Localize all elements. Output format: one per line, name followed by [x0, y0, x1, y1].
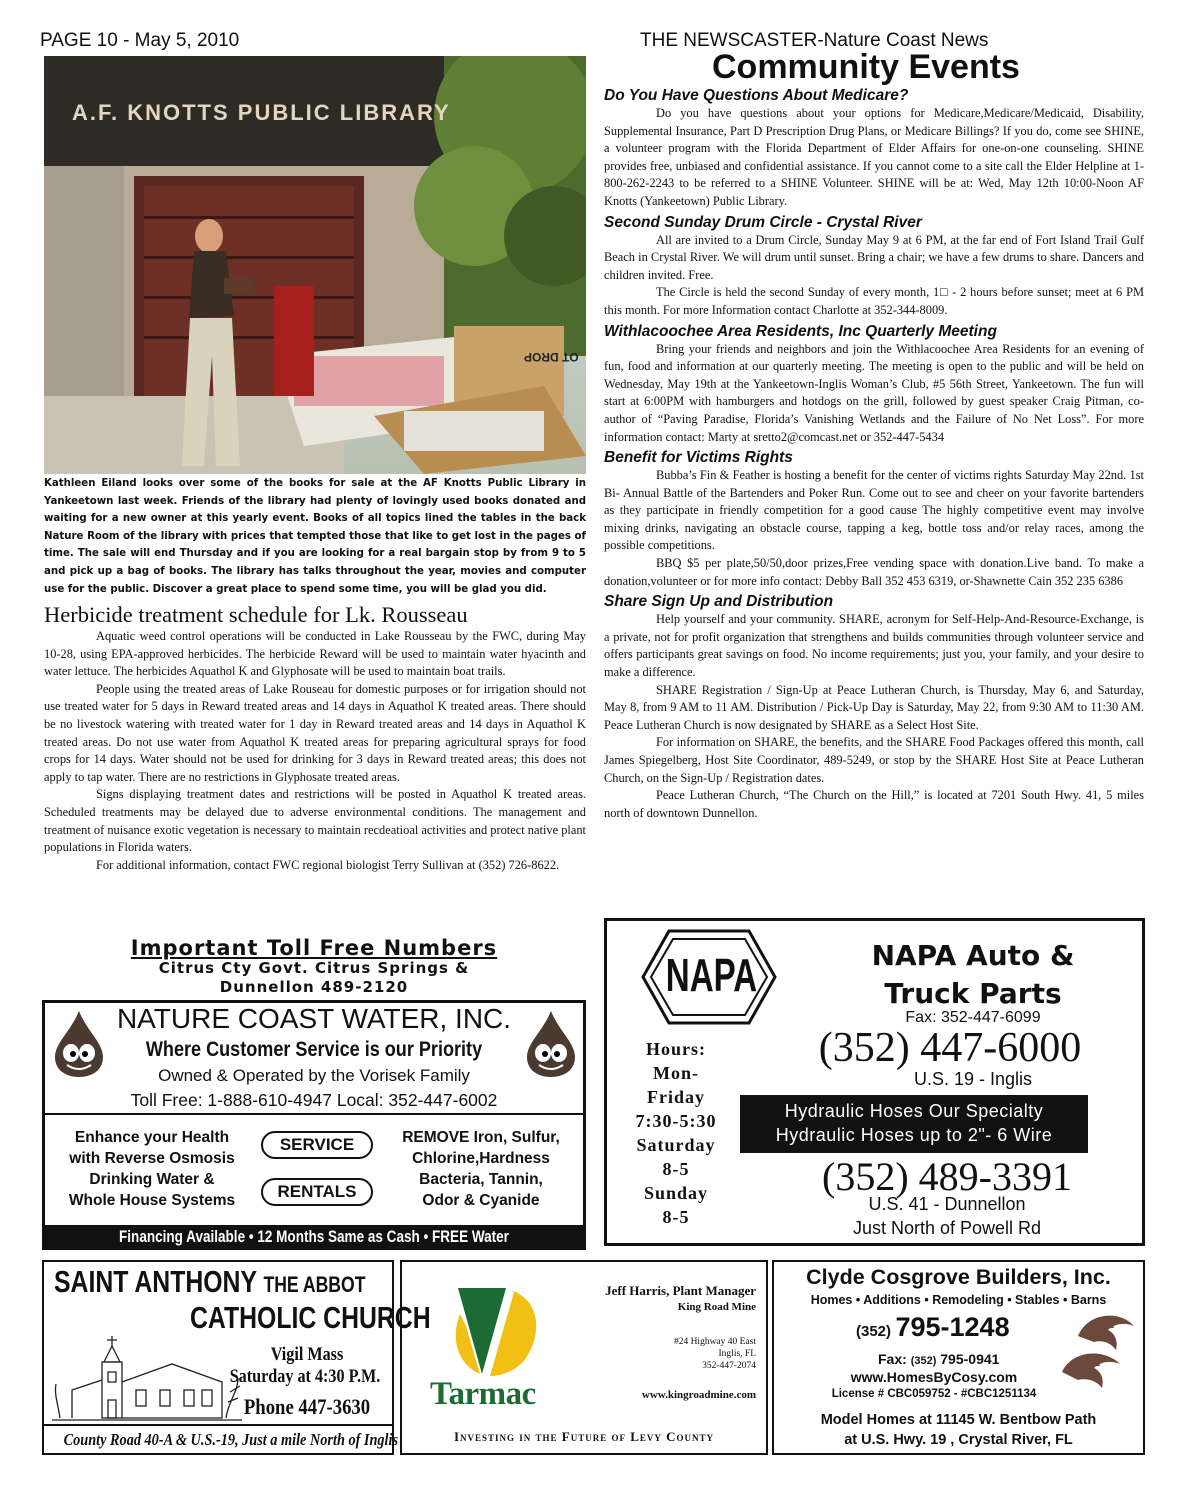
water-footer-text: Financing Available • 12 Months Same as Cash • FREE Water Analysis	[119, 1228, 509, 1271]
water-company-name: NATURE COAST WATER, INC.	[116, 1003, 512, 1034]
napa-hours-line: 7:30-5:30	[635, 1111, 717, 1131]
herbicide-para: For additional information, contact FWC regional biologist Terry Sullivan at (352) 726-8622.	[96, 857, 560, 872]
water-slogan: Where Customer Service is our Priority	[145, 1038, 483, 1061]
event-paragraph: The Circle is held the second Sunday of every month, 1□ - 2 hours before sunset; meet at 6 PM this month. For more Information contact Charlotte at 352-344-8009.	[604, 285, 1144, 317]
clyde-title: Clyde Cosgrove Builders, Inc.	[806, 1265, 1111, 1289]
water-right-text	[379, 1127, 583, 1211]
event-heading: Benefit for Victims Rights	[604, 449, 793, 467]
water-left-text	[47, 1127, 257, 1211]
napa-banner	[740, 1095, 1088, 1153]
tarmac-manager: Jeff Harris, Plant Manager	[605, 1283, 756, 1298]
section-title: Community Events	[712, 48, 1020, 86]
herbicide-para: People using the treated areas of Lake Rouseau for domestic purposes or for irrigation should not use treated water for 5 days in Reward treated areas and 14 days in Aquathol K treated areas. There should be no livestock watering with treated water for 1 day in Reward treated areas and 14 days in Aquathol K treated areas. Do not use water from Aquathol K treated areas for preparing agricultural sprays for food crops for 14 days. Water should not be used for drinking for 3 days in Reward treated areas; this does not apply to tap water. There are no restrictions in Glyphosate treated areas.	[44, 681, 586, 784]
church-ad	[42, 1260, 431, 1455]
library-photo	[44, 56, 586, 474]
church-name-line2: CATHOLIC CHURCH	[190, 1300, 431, 1335]
water-right-line: REMOVE Iron, Sulfur,	[402, 1129, 560, 1146]
napa-hours-line: Saturday	[636, 1135, 716, 1155]
tarmac-mine: King Road Mine	[677, 1301, 756, 1313]
napa-title	[803, 937, 1143, 1013]
napa-directions: Just North of Powell Rd	[852, 1218, 1042, 1238]
napa-location-inglis: U.S. 19 - Inglis	[913, 1069, 1033, 1089]
napa-location-dunnellon: U.S. 41 - Dunnellon	[868, 1194, 1026, 1214]
clyde-model-line: Model Homes at 11145 W. Bentbow Path	[820, 1412, 1097, 1428]
photo-caption: Kathleen Eiland looks over some of the books for sale at the AF Knotts Public Library in Yankeetown last week. Friends of the library had plenty of lovingly used books donated and waiting for a new owner at this yearly event. Books of all topics lined the tables in the back Nature Room of the library with prices that tempted those that like to get lost in the pages of time. The sale will end Thursday and if you are looking for a real bargain stop by from 9 to 5 and pick up a bag of books. The library has talks throughout the year, movies and computer use for the public. Discover a great place to spend some time, you will be glad you did.	[44, 478, 586, 595]
vigil-mass: Vigil Mass	[270, 1344, 344, 1365]
divider	[45, 1113, 583, 1115]
napa-ad	[604, 918, 1145, 1246]
napa-phone-inglis: (352) 447-6000	[818, 1025, 1082, 1071]
water-owned: Owned & Operated by the Vorisek Family	[158, 1066, 470, 1085]
napa-hours-line: Friday	[647, 1087, 705, 1107]
event-paragraph: BBQ $5 per plate,50/50,door prizes,Free vending space with donation.Live band. To make a donation,volunteer or for more info contact: Debby Ball 352 453 6319, or-Shawnette Cain 352 235 6386	[604, 556, 1144, 588]
clyde-phone-number: 795-1248	[895, 1312, 1010, 1342]
event-heading: Withlacoochee Area Residents, Inc Quarterly Meeting	[604, 322, 997, 340]
toll-free-line2: Dunnellon 489-2120	[219, 978, 409, 996]
napa-banner-line: Hydraulic Hoses up to 2"- 6 Wire	[775, 1125, 1053, 1145]
dolphins-icon	[1058, 1306, 1142, 1406]
library-sign: A.F. KNOTTS PUBLIC LIBRARY	[72, 100, 451, 125]
herbicide-body	[44, 628, 586, 874]
tarmac-logo-icon	[448, 1284, 544, 1378]
tarmac-website[interactable]: www.kingroadmine.com	[641, 1389, 756, 1401]
water-ad	[42, 1000, 586, 1271]
events-column	[604, 84, 1144, 822]
napa-title-line: NAPA Auto &	[871, 939, 1075, 972]
church-phone: Phone 447-3630	[243, 1394, 371, 1419]
water-left-line: with Reverse Osmosis	[69, 1150, 235, 1167]
clyde-model-homes	[774, 1410, 1143, 1450]
water-left-line: Drinking Water &	[89, 1171, 215, 1188]
napa-banner-line: Hydraulic Hoses Our Specialty	[784, 1101, 1044, 1121]
toll-free-line1: Citrus Cty Govt. Citrus Springs &	[158, 959, 470, 977]
napa-title-line: Truck Parts	[884, 977, 1062, 1010]
clyde-license: License # CBC059752 - #CBC1251134	[831, 1388, 1037, 1400]
water-footer	[42, 1225, 586, 1271]
napa-fax: Fax: 352-447-6099	[905, 1009, 1041, 1026]
event-heading: Second Sunday Drum Circle - Crystal River	[604, 213, 922, 231]
napa-hours-line: Hours:	[646, 1039, 706, 1059]
paper-name: THE NEWSCASTER-Nature Coast News	[640, 30, 989, 51]
page-number: PAGE 10 - May 5, 2010	[40, 30, 240, 51]
church-name	[54, 1264, 365, 1303]
church-address: County Road 40-A & U.S.-19, Just a mile North of Inglis	[63, 1430, 399, 1449]
event-paragraph: Bubba’s Fin & Feather is hosting a benefit for the center of victims rights Saturday May 22nd. 1st Bi- Annual Battle of the Bartenders and Poker Run. Come out to see and cheer on your favorite bartenders as they participate in friendly competition for a good cause The highly competitive event may involve mixing drinks, navigating an obstacle course, tapping a keg, bottle toss and/or relay races, among the possible competitions.	[604, 468, 1144, 553]
water-left-line: Enhance your Health	[74, 1129, 230, 1146]
napa-hours-line: Sunday	[643, 1183, 709, 1203]
water-right-line: Bacteria, Tannin,	[419, 1171, 543, 1188]
napa-hours-line: 8-5	[662, 1159, 690, 1179]
water-right-line: Odor & Cyanide	[422, 1192, 540, 1209]
napa-hours-line: Mon-	[653, 1063, 699, 1083]
tarmac-address-line: Inglis, FL	[718, 1349, 756, 1359]
event-heading: Do You Have Questions About Medicare?	[604, 87, 909, 104]
clyde-website[interactable]: www.HomesByCosy.com	[850, 1369, 1018, 1385]
box-label: OT DROP	[524, 350, 579, 364]
tarmac-ad	[400, 1260, 768, 1455]
toll-free-box	[44, 937, 584, 997]
divider	[44, 1424, 392, 1426]
event-paragraph: Do you have questions about your options for Medicare,Medicare/Medicaid, Disability, Supplemental Insurance, Part D Prescription Drug Plans, or Medicare Billings? If you do, come see SHINE, a volunteer program with the Florida Department of Elder Affairs for one-on-one counseling. SHINE provides free, unbiased and confidential assistance. If you cannot come to a site call the Elder Helpline at 1-800-262-2243 to be referred to a SHINE Volunteer. SHINE will be at: Wed, May 12th 10:00-Noon AF Knotts (Yankeetown) Public Library.	[604, 106, 1144, 208]
event-paragraph: Peace Lutheran Church, “The Church on the Hill,” is located at 7201 South Hwy. 41, 5 miles north of downtown Dunnellon.	[604, 788, 1144, 820]
napa-hours-line: 8-5	[662, 1207, 690, 1227]
tarmac-address	[562, 1336, 756, 1372]
clyde-fax-label: Fax:	[878, 1351, 907, 1367]
event-heading: Share Sign Up and Distribution	[604, 593, 834, 611]
event-paragraph: For information on SHARE, the benefits, and the SHARE Food Packages offered this month, call James Spiegelberg, Host Site Coordinator, 489-5249, or stop by the SHARE Host Site at Peace Lutheran Church, on the Sign-Up / Registration dates.	[604, 735, 1144, 785]
mass-time: Saturday at 4:30 P.M.	[229, 1366, 381, 1387]
church-drawing-icon	[52, 1332, 242, 1424]
tarmac-address-line: 352-447-2074	[702, 1361, 756, 1371]
herbicide-para: Signs displaying treatment dates and restrictions will be posted in Aquathol K treated areas. Scheduled treatments may be delayed due to adverse environmental conditions. The management and treatment of nuisance exotic vegetation is necessary to maintain recdeatioal activities and protect native plant populations in Florida waters.	[44, 787, 586, 855]
tarmac-tagline: Investing in the Future of Levy County	[453, 1429, 715, 1444]
toll-free-title: Important Toll Free Numbers	[130, 936, 498, 960]
water-right-line: Chlorine,Hardness	[412, 1150, 550, 1167]
clyde-fax-number: 795-0941	[940, 1351, 1000, 1367]
church-name-line1: SAINT ANTHONY	[54, 1264, 257, 1299]
clyde-fax	[878, 1350, 999, 1370]
tarmac-address-line: #24 Highway 40 East	[673, 1337, 756, 1347]
napa-logo-text: NAPA	[665, 949, 758, 1001]
clyde-services: Homes • Additions • Remodeling • Stables • Barns	[810, 1293, 1107, 1307]
napa-hours	[611, 1037, 741, 1229]
clyde-phone	[856, 1312, 1010, 1343]
clyde-model-line: at U.S. Hwy. 19 , Crystal River, FL	[844, 1432, 1073, 1448]
rentals-badge: RENTALS	[261, 1178, 373, 1206]
tarmac-logo-text: Tarmac	[430, 1376, 536, 1412]
clyde-phone-area: (352)	[856, 1323, 892, 1340]
church-name-abbot: THE ABBOT	[263, 1272, 366, 1297]
napa-phone-dunnellon: (352) 489-3391	[822, 1154, 1072, 1199]
water-phones: Toll Free: 1-888-610-4947 Local: 352-447-6002	[130, 1090, 498, 1110]
event-paragraph: SHARE Registration / Sign-Up at Peace Lutheran Church, is Thursday, May 6, and Saturday, May 8, from 9 AM to 11 AM. Distribution / Pick-Up Day is Saturday, May 22, from 9:30 AM to 11:30 AM. Peace Lutheran Church is now designated by SHARE as a Select Host Site.	[604, 682, 1144, 732]
herbicide-para: Aquatic weed control operations will be conducted in Lake Rousseau by the FWC, during May 10-28, using EPA-approved herbicides. The herbicide Reward will be used to maintain water hyacinth and water lettuce. The herbicides Aquathol K and Glyphosate will be used to maintain boat trails.	[44, 629, 586, 679]
service-badge: SERVICE	[261, 1131, 373, 1159]
water-left-line: Whole House Systems	[68, 1192, 236, 1209]
herbicide-headline: Herbicide treatment schedule for Lk. Rousseau	[44, 602, 468, 627]
clyde-fax-area: (352)	[910, 1355, 937, 1367]
event-paragraph: All are invited to a Drum Circle, Sunday May 9 at 6 PM, at the far end of Fort Island Trail Gulf Beach in Crystal River. We will drum until sunset. Bring a chair; we have a few drums to share. Dancers and children invited. Free.	[604, 232, 1144, 282]
clyde-ad	[772, 1260, 1145, 1455]
event-paragraph: Help yourself and your community. SHARE, acronym for Self-Help-And-Resource-Exchange, is a private, not for profit organization that strengthens and builds communities through volunteer service and offers participants great savings on food. No income requirements; just you, your family, and your desire to make a difference.	[604, 612, 1144, 680]
event-paragraph: Bring your friends and neighbors and join the Withlacoochee Area Residents for an evening of fun, food and information at our quarterly meeting. The meeting is open to the public and will be held on Wednesday, May 19th at the Yankeetown-Inglis Woman’s Club, #5 56th Street, Yankeetown. The fun will start at 6:00PM with hamburgers and hotdogs on the grill, followed by guest speaker Craig Pitman, co-author of “Paving Paradise, Florida’s Vanishing Wetlands and the Failure of No Net Loss”. For more information contact: Marty at sretto2@comcast.net or 352-447-5434	[604, 341, 1144, 444]
